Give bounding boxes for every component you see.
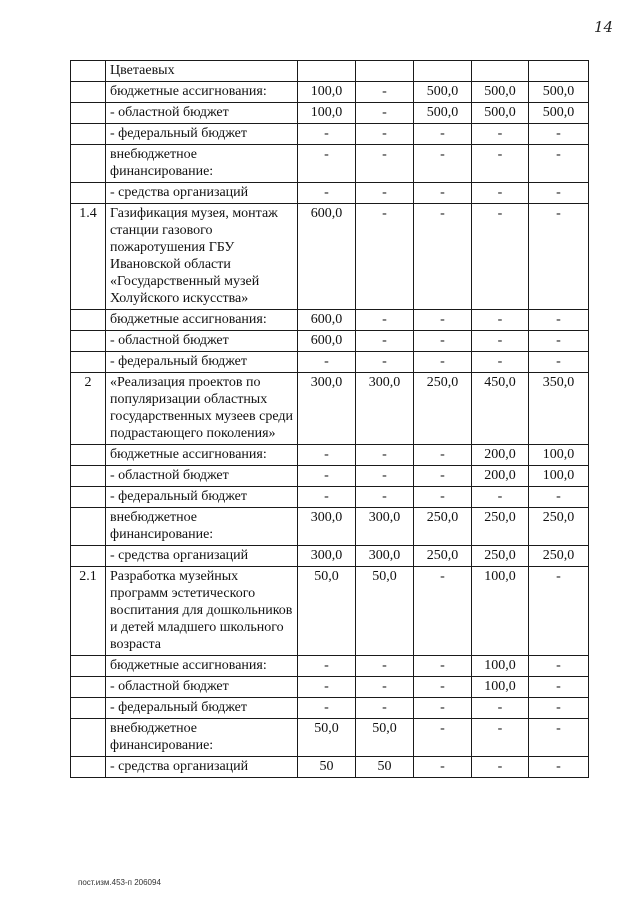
year-value-cell: 200,0 [472,445,529,466]
year-value-cell: 500,0 [414,103,472,124]
year-value-cell: - [414,145,472,183]
year-value-cell: - [356,124,414,145]
year-value-cell: 500,0 [472,103,529,124]
table-row [71,352,589,373]
year-value-cell: 600,0 [298,310,356,331]
year-value-cell: 500,0 [529,82,589,103]
page-number: 14 [594,18,614,36]
year-value-cell: - [529,310,589,331]
year-value-cell: 100,0 [472,567,529,656]
year-value-cell: 500,0 [472,82,529,103]
row-number-cell [71,82,106,103]
year-value-cell: - [356,145,414,183]
year-value-cell: - [414,698,472,719]
table-row [71,145,589,183]
year-value-cell: - [356,445,414,466]
year-value-cell: 300,0 [356,546,414,567]
table-row [71,698,589,719]
row-number-cell [71,677,106,698]
year-value-cell: - [298,145,356,183]
year-value-cell: - [529,183,589,204]
table-row [71,204,589,310]
row-number-cell [71,698,106,719]
year-value-cell: - [529,656,589,677]
year-value-cell: - [356,82,414,103]
year-value-cell [298,61,356,82]
year-value-cell: - [472,757,529,778]
document-footer: пост.изм.453-п 206094 [78,878,161,887]
row-number-cell [71,124,106,145]
row-label-cell: - областной бюджет [106,677,298,698]
year-value-cell: - [356,677,414,698]
row-label-cell: «Реализация проектов по популяризации областных государственных музеев среди подрастающего поколения» [106,373,298,445]
year-value-cell: - [472,331,529,352]
row-label-cell: внебюджетное финансирование: [106,719,298,757]
year-value-cell: - [414,677,472,698]
year-value-cell: - [414,352,472,373]
budget-table-body [71,61,589,778]
year-value-cell: 250,0 [472,546,529,567]
year-value-cell [414,61,472,82]
row-number-cell [71,719,106,757]
year-value-cell: 300,0 [298,373,356,445]
year-value-cell: - [529,331,589,352]
year-value-cell [529,61,589,82]
year-value-cell: - [529,677,589,698]
year-value-cell: - [414,656,472,677]
year-value-cell: - [356,183,414,204]
year-value-cell: - [356,331,414,352]
year-value-cell: - [529,145,589,183]
budget-table [70,60,589,778]
year-value-cell: - [414,567,472,656]
row-label-cell: внебюджетное финансирование: [106,145,298,183]
year-value-cell: - [414,445,472,466]
table-row [71,487,589,508]
year-value-cell: - [472,124,529,145]
row-label-cell: - федеральный бюджет [106,698,298,719]
row-number-cell [71,331,106,352]
year-value-cell: - [472,310,529,331]
row-label-cell: бюджетные ассигнования: [106,445,298,466]
table-row [71,373,589,445]
row-label-cell: Цветаевых [106,61,298,82]
year-value-cell: - [529,757,589,778]
year-value-cell: 50,0 [356,567,414,656]
table-row [71,61,589,82]
year-value-cell: - [414,331,472,352]
row-number-cell: 2.1 [71,567,106,656]
year-value-cell: - [298,698,356,719]
year-value-cell: - [414,466,472,487]
row-number-cell [71,445,106,466]
row-number-cell [71,352,106,373]
row-label-cell: - средства организаций [106,546,298,567]
year-value-cell: - [414,183,472,204]
year-value-cell: - [356,698,414,719]
table-row [71,103,589,124]
table-row [71,183,589,204]
year-value-cell: 100,0 [472,677,529,698]
year-value-cell: - [356,204,414,310]
table-row [71,656,589,677]
row-number-cell [71,757,106,778]
table-row [71,82,589,103]
year-value-cell: 500,0 [529,103,589,124]
row-label-cell: внебюджетное финансирование: [106,508,298,546]
row-number-cell: 2 [71,373,106,445]
year-value-cell: - [356,487,414,508]
row-label-cell: бюджетные ассигнования: [106,310,298,331]
year-value-cell: 50,0 [356,719,414,757]
year-value-cell: - [414,204,472,310]
row-number-cell [71,466,106,487]
year-value-cell: - [529,204,589,310]
year-value-cell: 300,0 [298,546,356,567]
year-value-cell: 100,0 [472,656,529,677]
table-row [71,567,589,656]
row-label-cell: - областной бюджет [106,331,298,352]
year-value-cell: 50,0 [298,719,356,757]
row-number-cell [71,103,106,124]
year-value-cell: - [298,124,356,145]
year-value-cell: - [529,487,589,508]
row-number-cell [71,546,106,567]
year-value-cell: 50,0 [298,567,356,656]
table-row [71,466,589,487]
year-value-cell: - [529,124,589,145]
year-value-cell: - [472,487,529,508]
year-value-cell: 100,0 [529,466,589,487]
year-value-cell: 250,0 [414,373,472,445]
row-label-cell: - областной бюджет [106,466,298,487]
row-label-cell: бюджетные ассигнования: [106,656,298,677]
year-value-cell: 250,0 [472,508,529,546]
year-value-cell: - [298,656,356,677]
year-value-cell: - [529,352,589,373]
row-number-cell: 1.4 [71,204,106,310]
year-value-cell: - [298,352,356,373]
year-value-cell: 300,0 [356,508,414,546]
year-value-cell: 250,0 [529,546,589,567]
row-number-cell [71,487,106,508]
year-value-cell: - [472,719,529,757]
year-value-cell: 100,0 [298,103,356,124]
year-value-cell: - [298,445,356,466]
year-value-cell: - [356,656,414,677]
table-row [71,757,589,778]
table-row [71,331,589,352]
year-value-cell: - [414,310,472,331]
table-row [71,124,589,145]
year-value-cell: 200,0 [472,466,529,487]
year-value-cell: 300,0 [298,508,356,546]
year-value-cell: - [529,567,589,656]
year-value-cell: 50 [356,757,414,778]
year-value-cell: - [356,103,414,124]
row-number-cell [71,508,106,546]
row-number-cell [71,656,106,677]
year-value-cell [356,61,414,82]
year-value-cell: 250,0 [414,546,472,567]
year-value-cell: - [414,487,472,508]
year-value-cell: - [414,124,472,145]
table-row [71,445,589,466]
year-value-cell [472,61,529,82]
table-row [71,546,589,567]
year-value-cell: 350,0 [529,373,589,445]
table-row [71,719,589,757]
row-label-cell: - федеральный бюджет [106,124,298,145]
row-number-cell [71,145,106,183]
year-value-cell: - [472,698,529,719]
year-value-cell: - [414,757,472,778]
row-label-cell: бюджетные ассигнования: [106,82,298,103]
row-label-cell: Газификация музея, монтаж станции газового пожаротушения ГБУ Ивановской области «Государственный музей Холуйского искусства» [106,204,298,310]
year-value-cell: - [529,719,589,757]
year-value-cell: 500,0 [414,82,472,103]
year-value-cell: - [298,466,356,487]
row-label-cell: - областной бюджет [106,103,298,124]
year-value-cell: - [472,204,529,310]
year-value-cell: 50 [298,757,356,778]
year-value-cell: - [472,145,529,183]
year-value-cell: - [356,352,414,373]
year-value-cell: 300,0 [356,373,414,445]
row-label-cell: - средства организаций [106,183,298,204]
year-value-cell: - [298,487,356,508]
year-value-cell: - [529,698,589,719]
year-value-cell: 450,0 [472,373,529,445]
year-value-cell: 100,0 [298,82,356,103]
table-row [71,310,589,331]
row-label-cell: - средства организаций [106,757,298,778]
year-value-cell: - [472,183,529,204]
year-value-cell: 600,0 [298,331,356,352]
year-value-cell: - [472,352,529,373]
year-value-cell: 600,0 [298,204,356,310]
table-row [71,508,589,546]
year-value-cell: 250,0 [529,508,589,546]
row-number-cell [71,61,106,82]
year-value-cell: - [298,677,356,698]
row-number-cell [71,183,106,204]
year-value-cell: 250,0 [414,508,472,546]
year-value-cell: - [356,310,414,331]
table-row [71,677,589,698]
year-value-cell: - [356,466,414,487]
row-label-cell: Разработка музейных программ эстетического воспитания для дошкольников и детей младшего школьного возраста [106,567,298,656]
row-number-cell [71,310,106,331]
row-label-cell: - федеральный бюджет [106,352,298,373]
year-value-cell: 100,0 [529,445,589,466]
year-value-cell: - [414,719,472,757]
year-value-cell: - [298,183,356,204]
row-label-cell: - федеральный бюджет [106,487,298,508]
